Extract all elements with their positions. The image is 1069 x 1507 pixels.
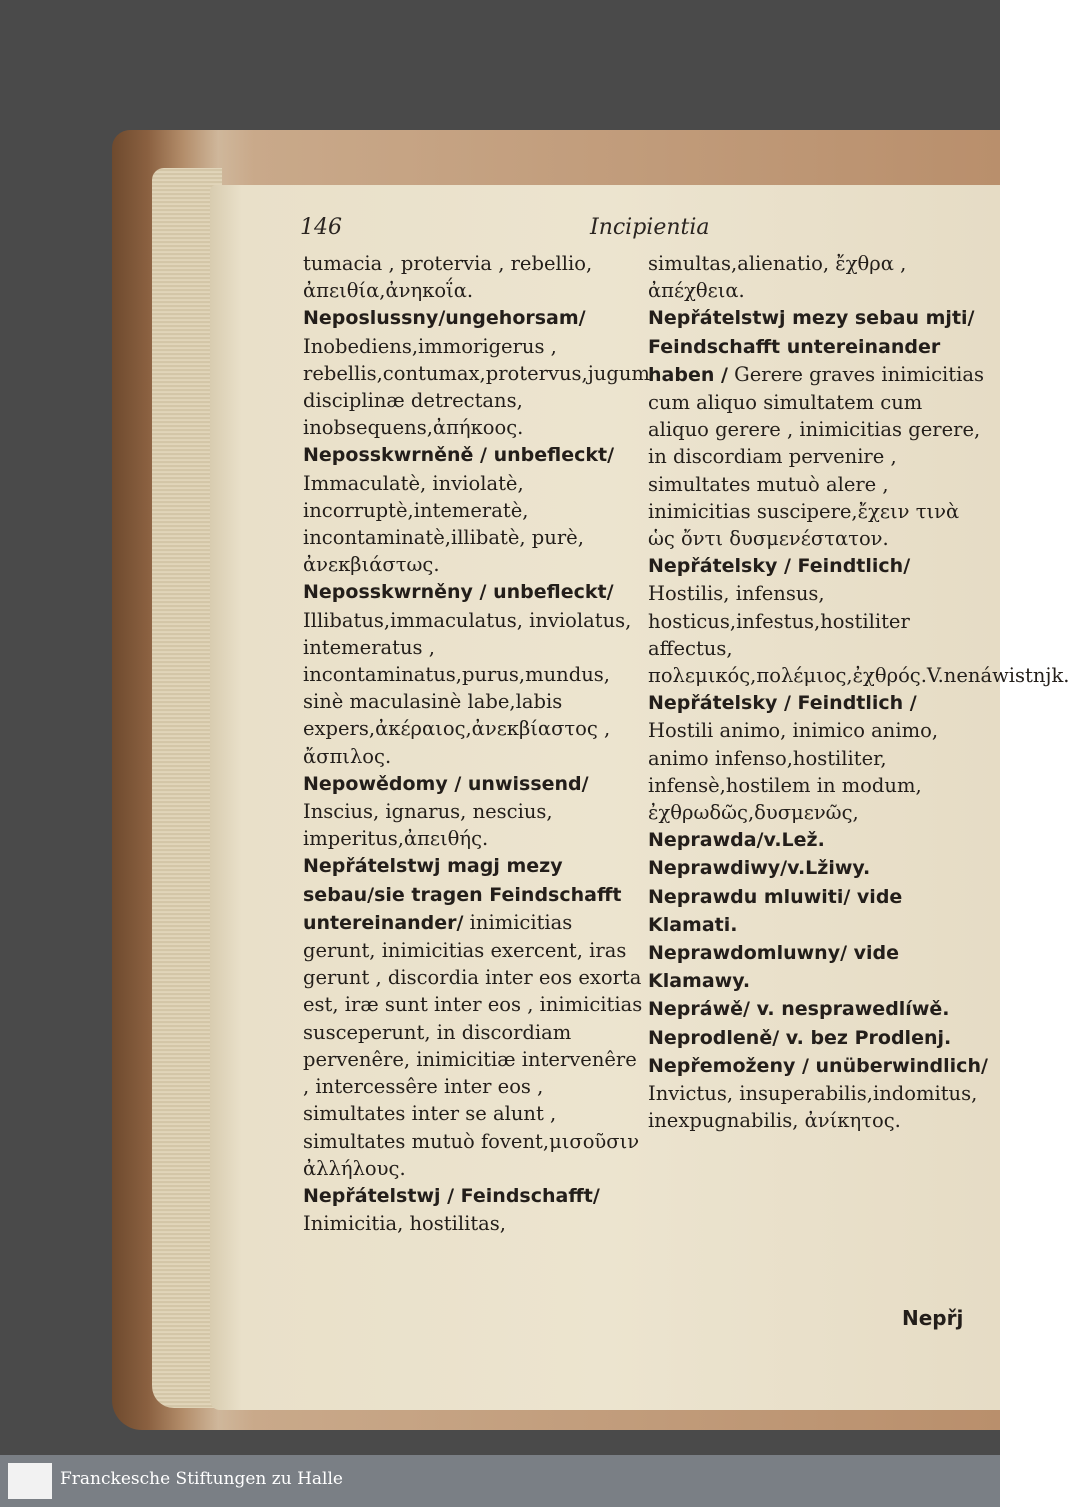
dictionary-entry — [648, 826, 988, 854]
entry-headword: Neposlussny/ungehorsam/ — [303, 307, 586, 330]
entry-headword: Nepřátelstwj / Feindschafft/ — [303, 1184, 600, 1207]
entry-headword: Nepřátelstwj magj mezy sebau/sie tragen Feindschafft untereinander/ — [303, 855, 622, 934]
dictionary-entry — [648, 1024, 988, 1052]
entry-headword: Nepřátelsky / Feindtlich/ — [648, 555, 911, 578]
dictionary-entry — [648, 250, 988, 304]
entry-text: Illibatus,immaculatus, inviolatus, intemeratus , incontaminatus,purus,mundus, sinè maculasinè labe,labis expers,ἀκέραιος,ἀνεκβίαστος , ἄσπιλος. — [303, 608, 632, 768]
entry-text: Gerere graves inimicitias cum aliquo simultatem cum aliquo gerere , inimicitias gerere, in discordiam pervenire , simultates mutuò alere , inimicitias suscipere,ἔχειν τινὰ ὡς ὄντι δυσμενέστατον. — [648, 362, 984, 551]
dictionary-entry — [303, 852, 643, 1181]
entry-headword: Neprawdiwy/v.Lžiwy. — [648, 857, 871, 880]
entry-headword: Nepřátelsky / Feindtlich / — [648, 692, 917, 715]
right-column — [648, 250, 1069, 1135]
entry-headword: Neposskwrněny / unbefleckt/ — [303, 581, 614, 604]
dictionary-entry — [303, 304, 650, 441]
entry-text: Invictus, insuperabilis,indomitus, inexpugnabilis, ἀνίκητος. — [648, 1082, 978, 1133]
dictionary-entry — [303, 770, 643, 853]
dictionary-entry — [648, 689, 988, 826]
entry-text: Hostilis, infensus, hosticus,infestus,hostiliter affectus, πολεμικός,πολέμιος,ἐχθρός.V.nenáwistnjk. — [648, 582, 1069, 688]
entry-headword: Neprawdomluwny/ vide Klamawy. — [648, 942, 900, 993]
dictionary-entry — [303, 578, 643, 769]
footer-bar — [0, 1455, 1000, 1507]
entry-headword: Neprawdu mluwiti/ vide Klamati. — [648, 885, 903, 936]
page-number: 146 — [300, 215, 342, 240]
entry-text: inimicitias gerunt, inimicitias exercent, iras gerunt , discordia inter eos exorta est, iræ sunt inter eos , inimicitias susceperunt, in discordiam pervenêre, inimicitiæ intervenêre , intercessêre inter eos , simultates inter se alunt , simultates mutuò fovent,μισοῦσιν ἀλλήλους. — [303, 910, 643, 1180]
dictionary-entry — [303, 441, 643, 578]
entry-text: simultas,alienatio, ἔχθρα , ἀπέχθεια. — [648, 252, 907, 303]
entry-text: Hostili animo, inimico animo, animo infenso,hostiliter, infensè,hostilem in modum, ἐχθρωδῶς,δυσμενῶς, — [648, 719, 939, 825]
entry-headword: Neprodleně/ v. bez Prodlenj. — [648, 1026, 952, 1049]
institution-logo-icon — [8, 1463, 52, 1499]
entry-headword: Nepowědomy / unwissend/ — [303, 772, 589, 795]
entry-text: Inimicitia, hostilitas, — [303, 1212, 506, 1236]
dictionary-entry — [648, 304, 988, 552]
entry-text: tumacia , protervia , rebellio, ἀπειθία,ἀνηκοΐα. — [303, 252, 593, 303]
entry-headword: Neposskwrněně / unbefleckt/ — [303, 444, 615, 467]
dictionary-entry — [303, 1182, 643, 1237]
footer-text: Franckesche Stiftungen zu Halle — [60, 1469, 343, 1489]
dictionary-entry — [648, 854, 988, 882]
dictionary-entry — [648, 1052, 988, 1135]
left-column — [303, 250, 650, 1237]
entry-headword: Neprawda/v.Lež. — [648, 829, 825, 852]
entry-text: Inobediens,immorigerus , rebellis,contumax,protervus,jugum disciplinæ detrectans, inobsequens,ἀπήκοος. — [303, 334, 650, 440]
running-head: Incipientia — [590, 215, 710, 240]
entry-headword: Nepřemoženy / unüberwindlich/ — [648, 1054, 988, 1077]
dictionary-entry — [303, 250, 643, 304]
entry-text: Immaculatè, inviolatè, incorruptè,intemeratè, incontaminatè,illibatè, purè, ἀνεκβιάστως. — [303, 471, 584, 577]
entry-headword: Nepráwě/ v. nesprawedlíwě. — [648, 998, 950, 1021]
dictionary-entry — [648, 995, 988, 1023]
entry-text: Inscius, ignarus, nescius, imperitus,ἀπειθής. — [303, 800, 553, 851]
dictionary-entry — [648, 552, 1069, 689]
dictionary-entry — [648, 883, 988, 939]
catchword: Nepřj — [902, 1306, 964, 1330]
dictionary-entry — [648, 939, 988, 995]
entry-headword: Nepřátelstwj mezy sebau mjti/ Feindschafft untereinander haben / — [648, 307, 975, 386]
